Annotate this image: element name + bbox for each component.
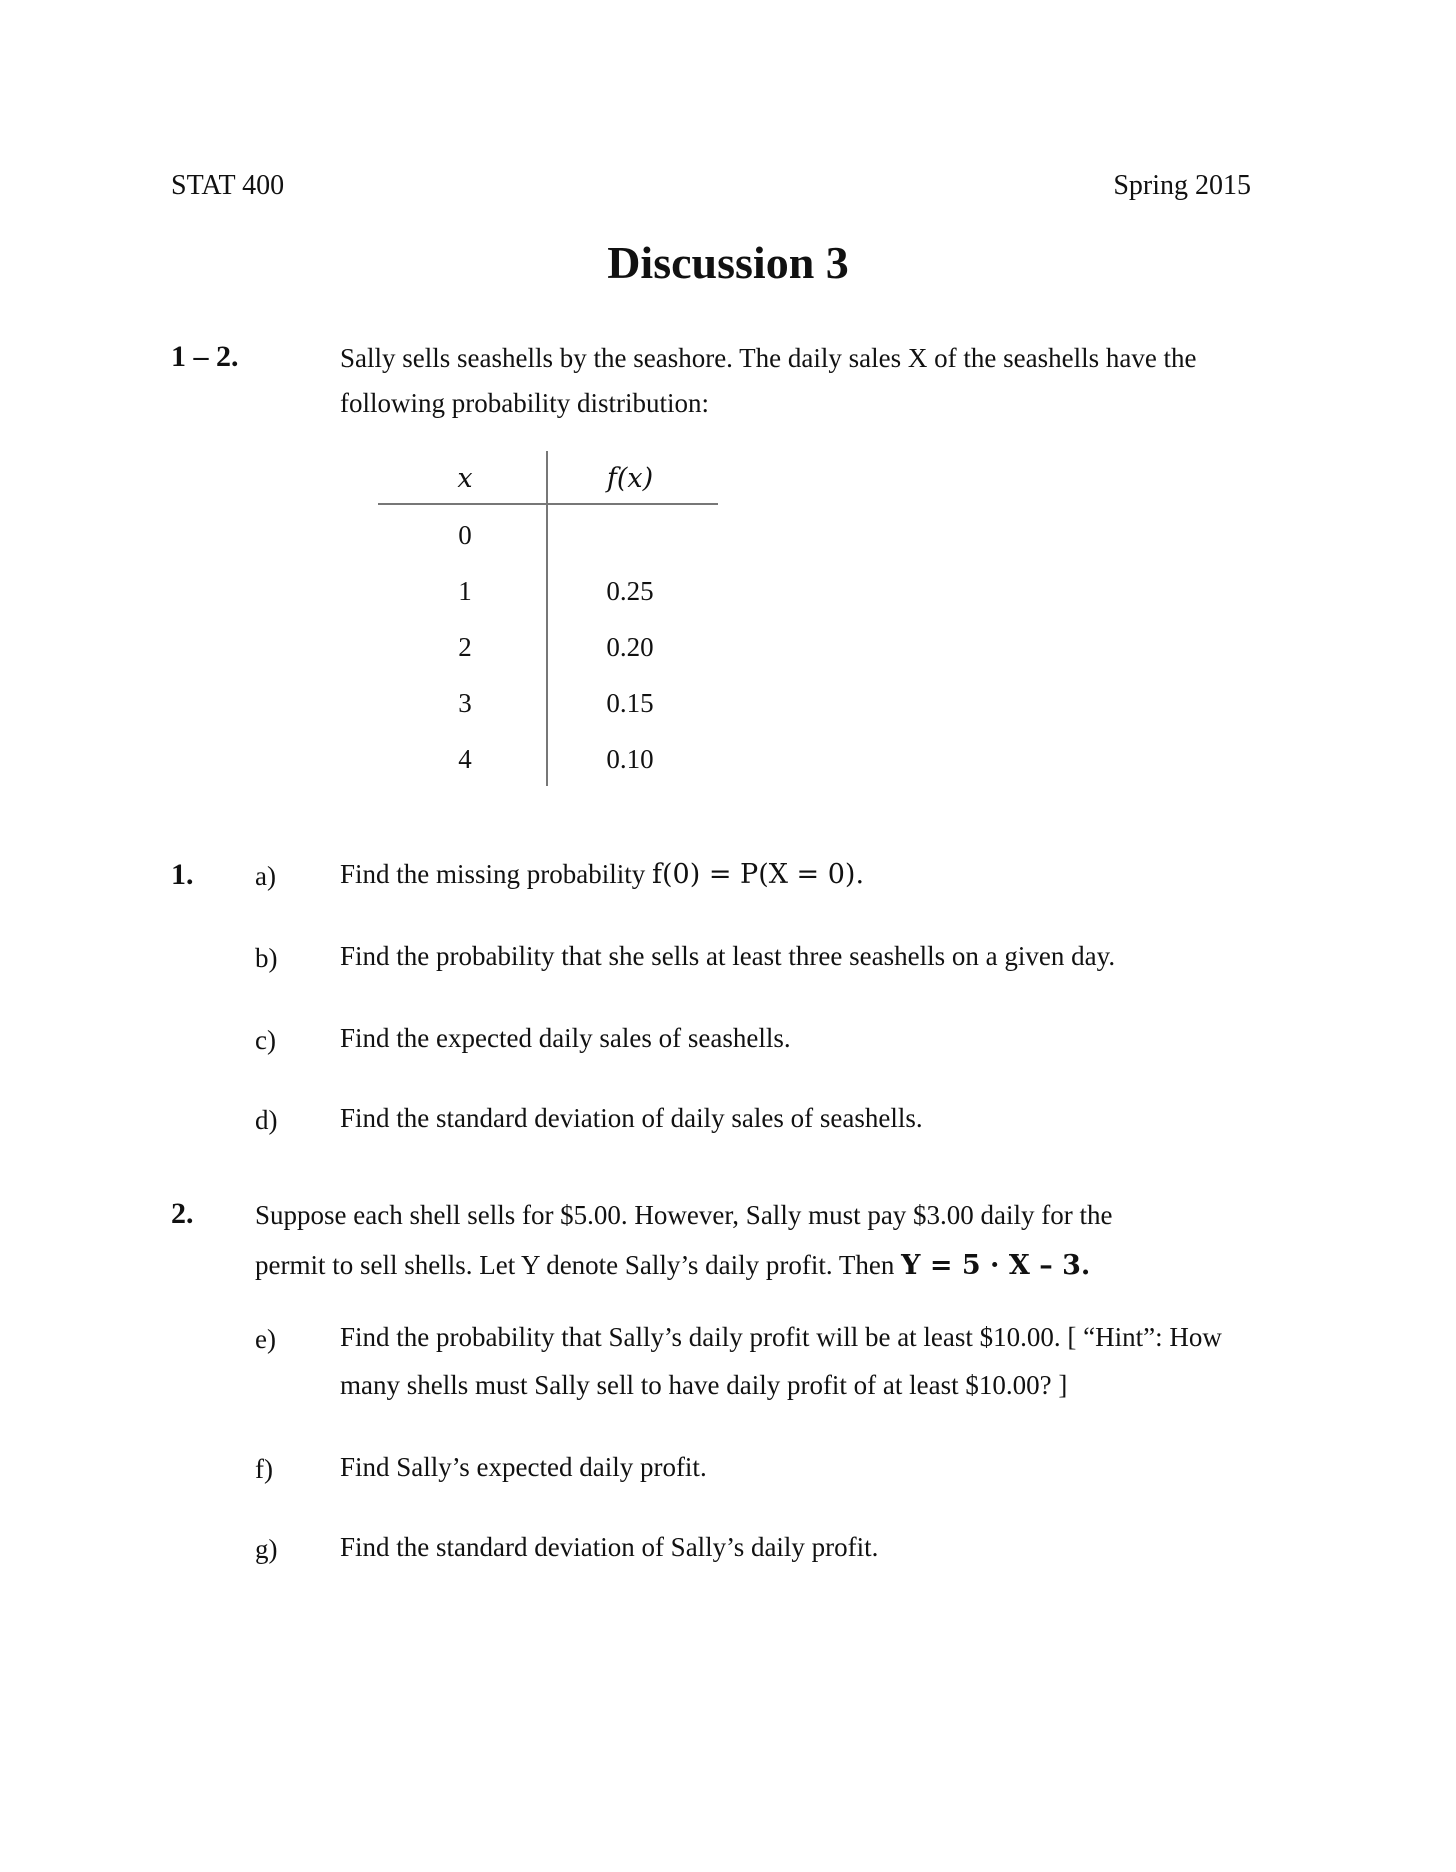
table-cell-x: 2 <box>458 632 472 662</box>
item-a-formula: f(0) = P(X = 0). <box>652 859 865 890</box>
item-label-b: b) <box>255 943 278 973</box>
table-cell-x: 0 <box>458 520 472 550</box>
question-2-line-2-text: permit to sell shells. Let Y denote Sally’s daily profit. Then <box>255 1250 902 1280</box>
table-cell-fx: 0.15 <box>606 688 654 718</box>
item-label-d: d) <box>255 1105 278 1135</box>
problem-statement-line-1: Sally sells seashells by the seashore. The daily sales X of the seashells have the <box>340 343 1197 373</box>
item-label-e: e) <box>255 1324 276 1354</box>
item-text-f: Find Sally’s expected daily profit. <box>340 1452 707 1482</box>
term-label: Spring 2015 <box>1113 170 1251 201</box>
table-cell-x: 4 <box>458 744 472 774</box>
profit-formula: Y = 5 · X – 3. <box>901 1250 1091 1281</box>
item-label-c: c) <box>255 1025 276 1055</box>
item-label-a: a) <box>255 861 276 891</box>
course-code: STAT 400 <box>171 170 285 201</box>
item-text-a <box>340 851 864 898</box>
item-text-d: Find the standard deviation of daily sales of seashells. <box>340 1103 923 1133</box>
item-label-f: f) <box>255 1454 273 1484</box>
page-title: Discussion 3 <box>607 237 849 288</box>
table-cell-fx: 0.25 <box>606 576 654 606</box>
problem-number-range: 1 – 2. <box>171 340 239 373</box>
table-cell-fx: 0.10 <box>606 744 654 774</box>
table-cell-x: 3 <box>458 688 472 718</box>
question-number-2: 2. <box>171 1197 194 1230</box>
item-text-g: Find the standard deviation of Sally’s daily profit. <box>340 1532 879 1562</box>
item-text-c: Find the expected daily sales of seashells. <box>340 1023 791 1053</box>
question-2-line-2 <box>255 1243 1090 1288</box>
table-horizontal-rule <box>378 503 718 505</box>
item-label-g: g) <box>255 1534 278 1564</box>
problem-statement-line-2: following probability distribution: <box>340 388 709 418</box>
table-cell-fx: 0.20 <box>606 632 654 662</box>
item-text-e-line-2: many shells must Sally sell to have daily profit of at least $10.00? ] <box>340 1370 1068 1400</box>
table-header-fx: f(x) <box>606 463 654 494</box>
item-text-e-line-1: Find the probability that Sally’s daily profit will be at least $10.00. [ “Hint”: How <box>340 1322 1222 1352</box>
item-text-b: Find the probability that she sells at least three seashells on a given day. <box>340 941 1116 971</box>
table-cell-x: 1 <box>458 576 472 606</box>
table-header-x: x <box>457 463 473 494</box>
table-vertical-rule <box>546 451 548 786</box>
question-number-1: 1. <box>171 858 194 891</box>
question-2-line-1: Suppose each shell sells for $5.00. However, Sally must pay $3.00 daily for the <box>255 1200 1113 1230</box>
item-a-text: Find the missing probability <box>340 859 653 889</box>
